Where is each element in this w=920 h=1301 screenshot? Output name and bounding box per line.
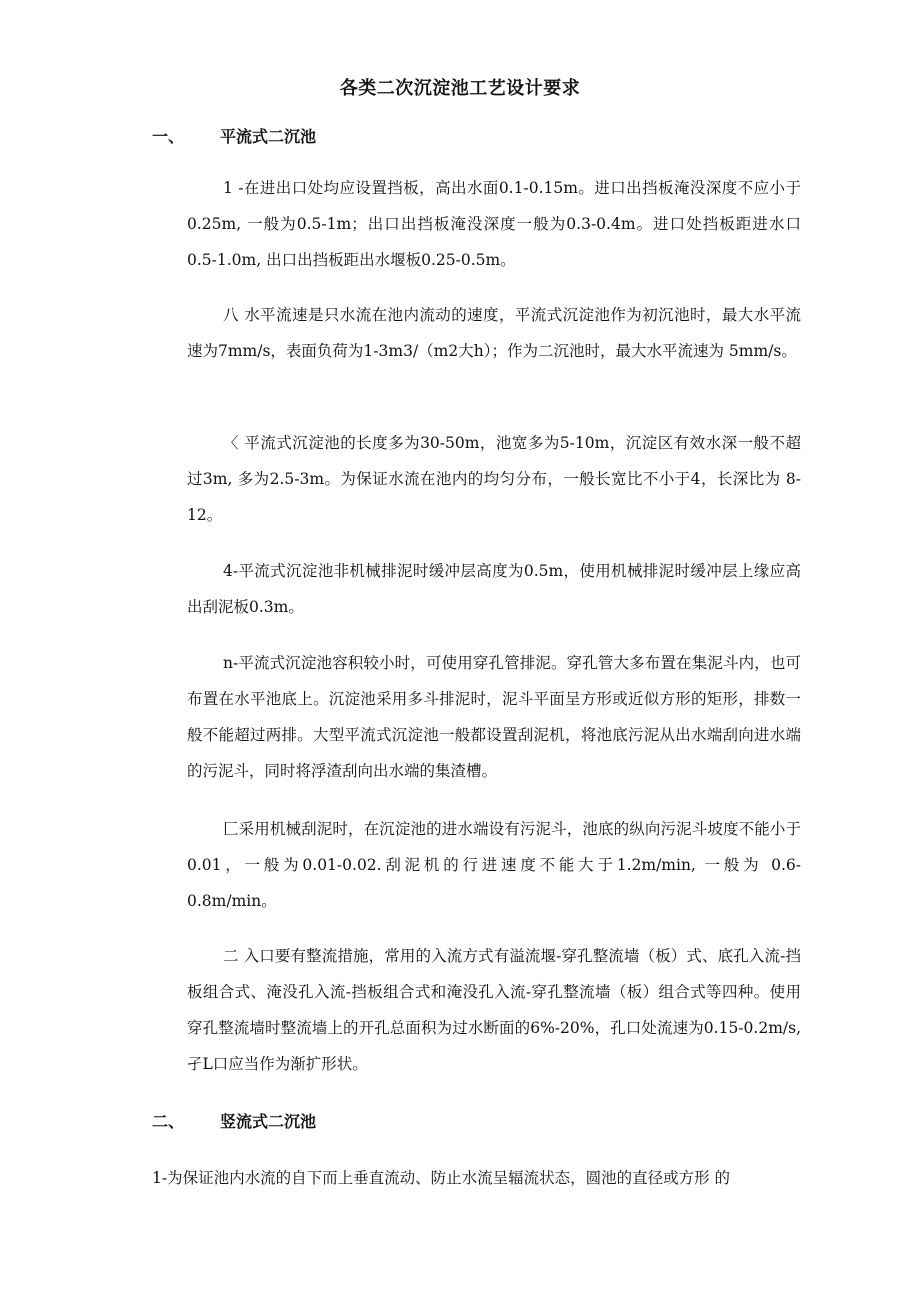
document-title: 各类二次沉淀池工艺设计要求 (339, 78, 581, 99)
paragraph: 1-为保证池内水流的自下而上垂直流动、防止水流呈辐流状态，圆池的直径或方形 的 (152, 1169, 731, 1187)
paragraph: 4-平流式沉淀池非机械排泥时缓冲层高度为0.5m，使用机械排泥时缓冲层上缘应高出刮泥板0.3m。 (187, 562, 801, 616)
section-number: 一、 (152, 127, 185, 146)
section-heading (152, 124, 316, 147)
paragraph: 二 入口要有整流措施，常用的入流方式有溢流堰-穿孔整流墙（板）式、底孔入流-挡板组合式、淹没孔入流-挡板组合式和淹没孔入流-穿孔整流墙（板）组合式等四种。使用穿孔整流墙时整流墙上的开孔总面积为过水断面的6%-20%，孔口处流速为0.15-0.2m/s, 孑L口应当作为渐扩形状。 (187, 947, 801, 1073)
section-title: 平流式二沉池 (220, 127, 317, 146)
section-number: 二、 (152, 1112, 185, 1131)
section-heading (152, 1109, 316, 1132)
paragraph: n-平流式沉淀池容积较小时，可使用穿孔管排泥。穿孔管大多布置在集泥斗内，也可布置在水平池底上。沉淀池采用多斗排泥时，泥斗平面呈方形或近似方形的矩形，排数一般不能超过两排。大型平流式沉淀池一般都设置刮泥机，将池底污泥从出水端刮向进水端的污泥斗，同时将浮渣刮向出水端的集渣槽。 (187, 654, 801, 780)
paragraph: 匚采用机械刮泥时，在沉淀池的进水端设有污泥斗，池底的纵向污泥斗坡度不能小于0.01，一般为0.01-0.02.刮泥机的行进速度不能大于1.2m/min, 一般为 0.6-0.8m/min。 (187, 820, 801, 910)
paragraph: 1 -在进出口处均应设置挡板，高出水面0.1-0.15m。进口出挡板淹没深度不应小于0.25m, 一般为0.5-1m；出口出挡板淹没深度一般为0.3-0.4m。进口处挡板距进水口 0.5-1.0m, 出口出挡板距出水堰板0.25-0.5m。 (187, 179, 801, 269)
section-title: 竖流式二沉池 (220, 1112, 317, 1131)
paragraph: 〈 平流式沉淀池的长度多为30-50m，池宽多为5-10m，沉淀区有效水深一般不超过3m, 多为2.5-3m。为保证水流在池内的均匀分布，一般长宽比不小于4，长深比为 8-12。 (187, 434, 801, 524)
paragraph: 八 水平流速是只水流在池内流动的速度，平流式沉淀池作为初沉池时，最大水平流速为7mm/s，表面负荷为1-3m3/（m2大h）；作为二沉池时，最大水平流速为 5mm/s。 (187, 306, 801, 360)
